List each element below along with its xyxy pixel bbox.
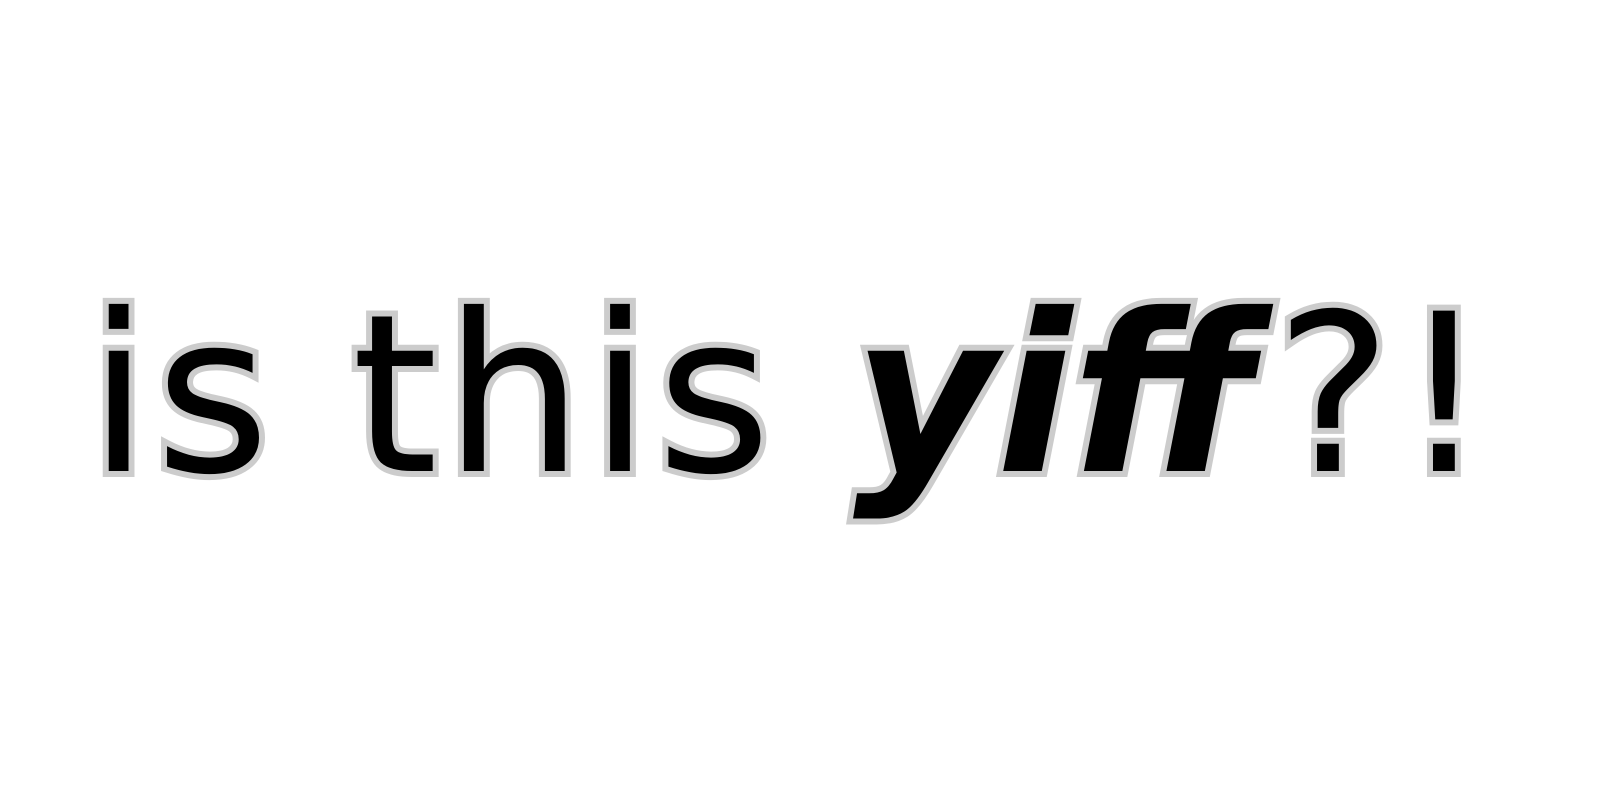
caption-emphasis: yiff bbox=[853, 267, 1256, 523]
caption-text bbox=[88, 267, 1496, 523]
caption-punctuation: ?! bbox=[1275, 267, 1496, 523]
caption-phrase: is this bbox=[88, 267, 778, 523]
